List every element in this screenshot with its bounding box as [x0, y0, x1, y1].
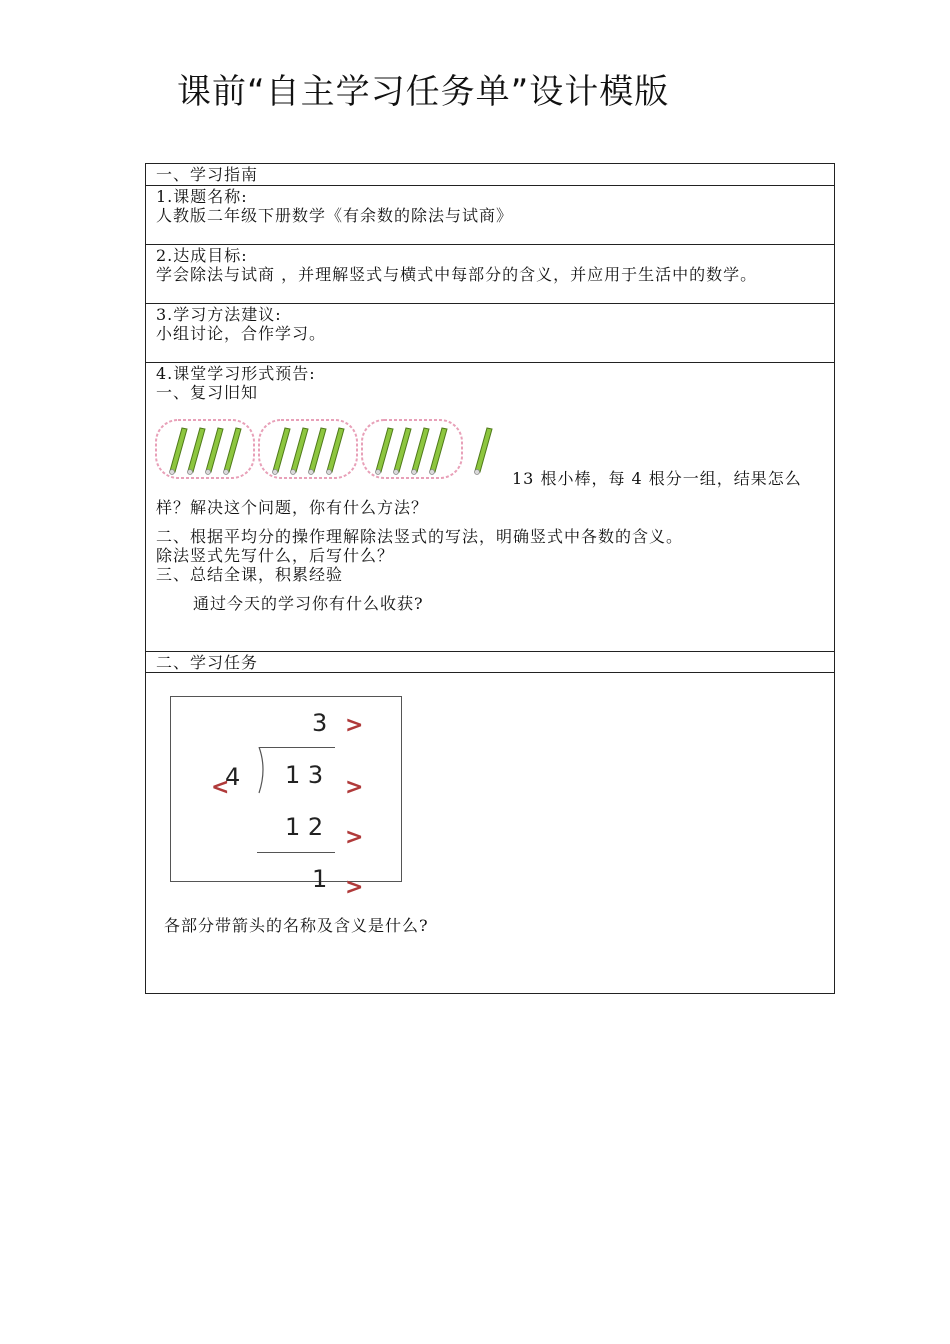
dividend: 1 3: [285, 761, 324, 789]
step3-heading: 三、总结全课，积累经验: [156, 565, 344, 584]
method-row: [146, 304, 834, 363]
step2-line2: 除法竖式先写什么，后写什么？: [156, 546, 395, 565]
stick-question-line1: 13 根小棒，每 4 根分一组，结果怎么: [512, 469, 802, 488]
divisor-arrow-icon: <: [211, 775, 230, 800]
stick-group-3: [376, 428, 447, 472]
stick-leftover: [475, 428, 492, 472]
stick-question-line2: 样？解决这个问题，你有什么方法？: [156, 498, 429, 517]
division-bracket: [257, 747, 269, 795]
divisor: 4: [225, 763, 241, 791]
topic-value: 人教版二年级下册数学《有余数的除法与试商》: [156, 206, 514, 225]
quotient: 3: [312, 709, 328, 737]
stick-group-2: [273, 428, 344, 472]
goal-value: 学会除法与试商 ，并理解竖式与横式中每部分的含义，并应用于生活中的数学。: [156, 265, 758, 284]
sticks-illustration: [154, 418, 499, 482]
subtraction-line: [257, 852, 335, 853]
section2-heading: 二、学习任务: [156, 653, 259, 672]
goal-label: 2.达成目标:: [156, 246, 248, 265]
product-arrow-icon: >: [345, 825, 364, 850]
division-bar: [259, 747, 335, 748]
method-label: 3.学习方法建议:: [156, 305, 282, 324]
task-sheet: [145, 163, 835, 994]
step2-line1: 二、根据平均分的操作理解除法竖式的写法，明确竖式中各数的含义。: [156, 527, 684, 546]
dividend-arrow-icon: >: [345, 775, 364, 800]
form-row: [146, 363, 834, 652]
remainder-arrow-icon: >: [345, 875, 364, 900]
section2-heading-row: [146, 652, 834, 673]
division-box: [170, 696, 402, 900]
method-value: 小组讨论，合作学习。: [156, 324, 327, 343]
topic-row: [146, 186, 834, 245]
goal-row: [146, 245, 834, 304]
page-title: 课前“自主学习任务单”设计模版: [177, 72, 670, 112]
product: 1 2: [285, 813, 324, 841]
remainder: 1: [312, 865, 328, 893]
section1-heading: 一、学习指南: [156, 165, 259, 184]
review-heading: 一、复习旧知: [156, 383, 259, 402]
quotient-arrow-icon: >: [345, 713, 364, 738]
division-question: 各部分带箭头的名称及含义是什么?: [164, 916, 429, 935]
stick-group-1: [170, 428, 241, 472]
section1-heading-row: [146, 164, 834, 186]
form-label: 4.课堂学习形式预告:: [156, 364, 316, 383]
step3-question: 通过今天的学习你有什么收获?: [193, 594, 424, 613]
topic-label: 1.课题名称:: [156, 187, 248, 206]
